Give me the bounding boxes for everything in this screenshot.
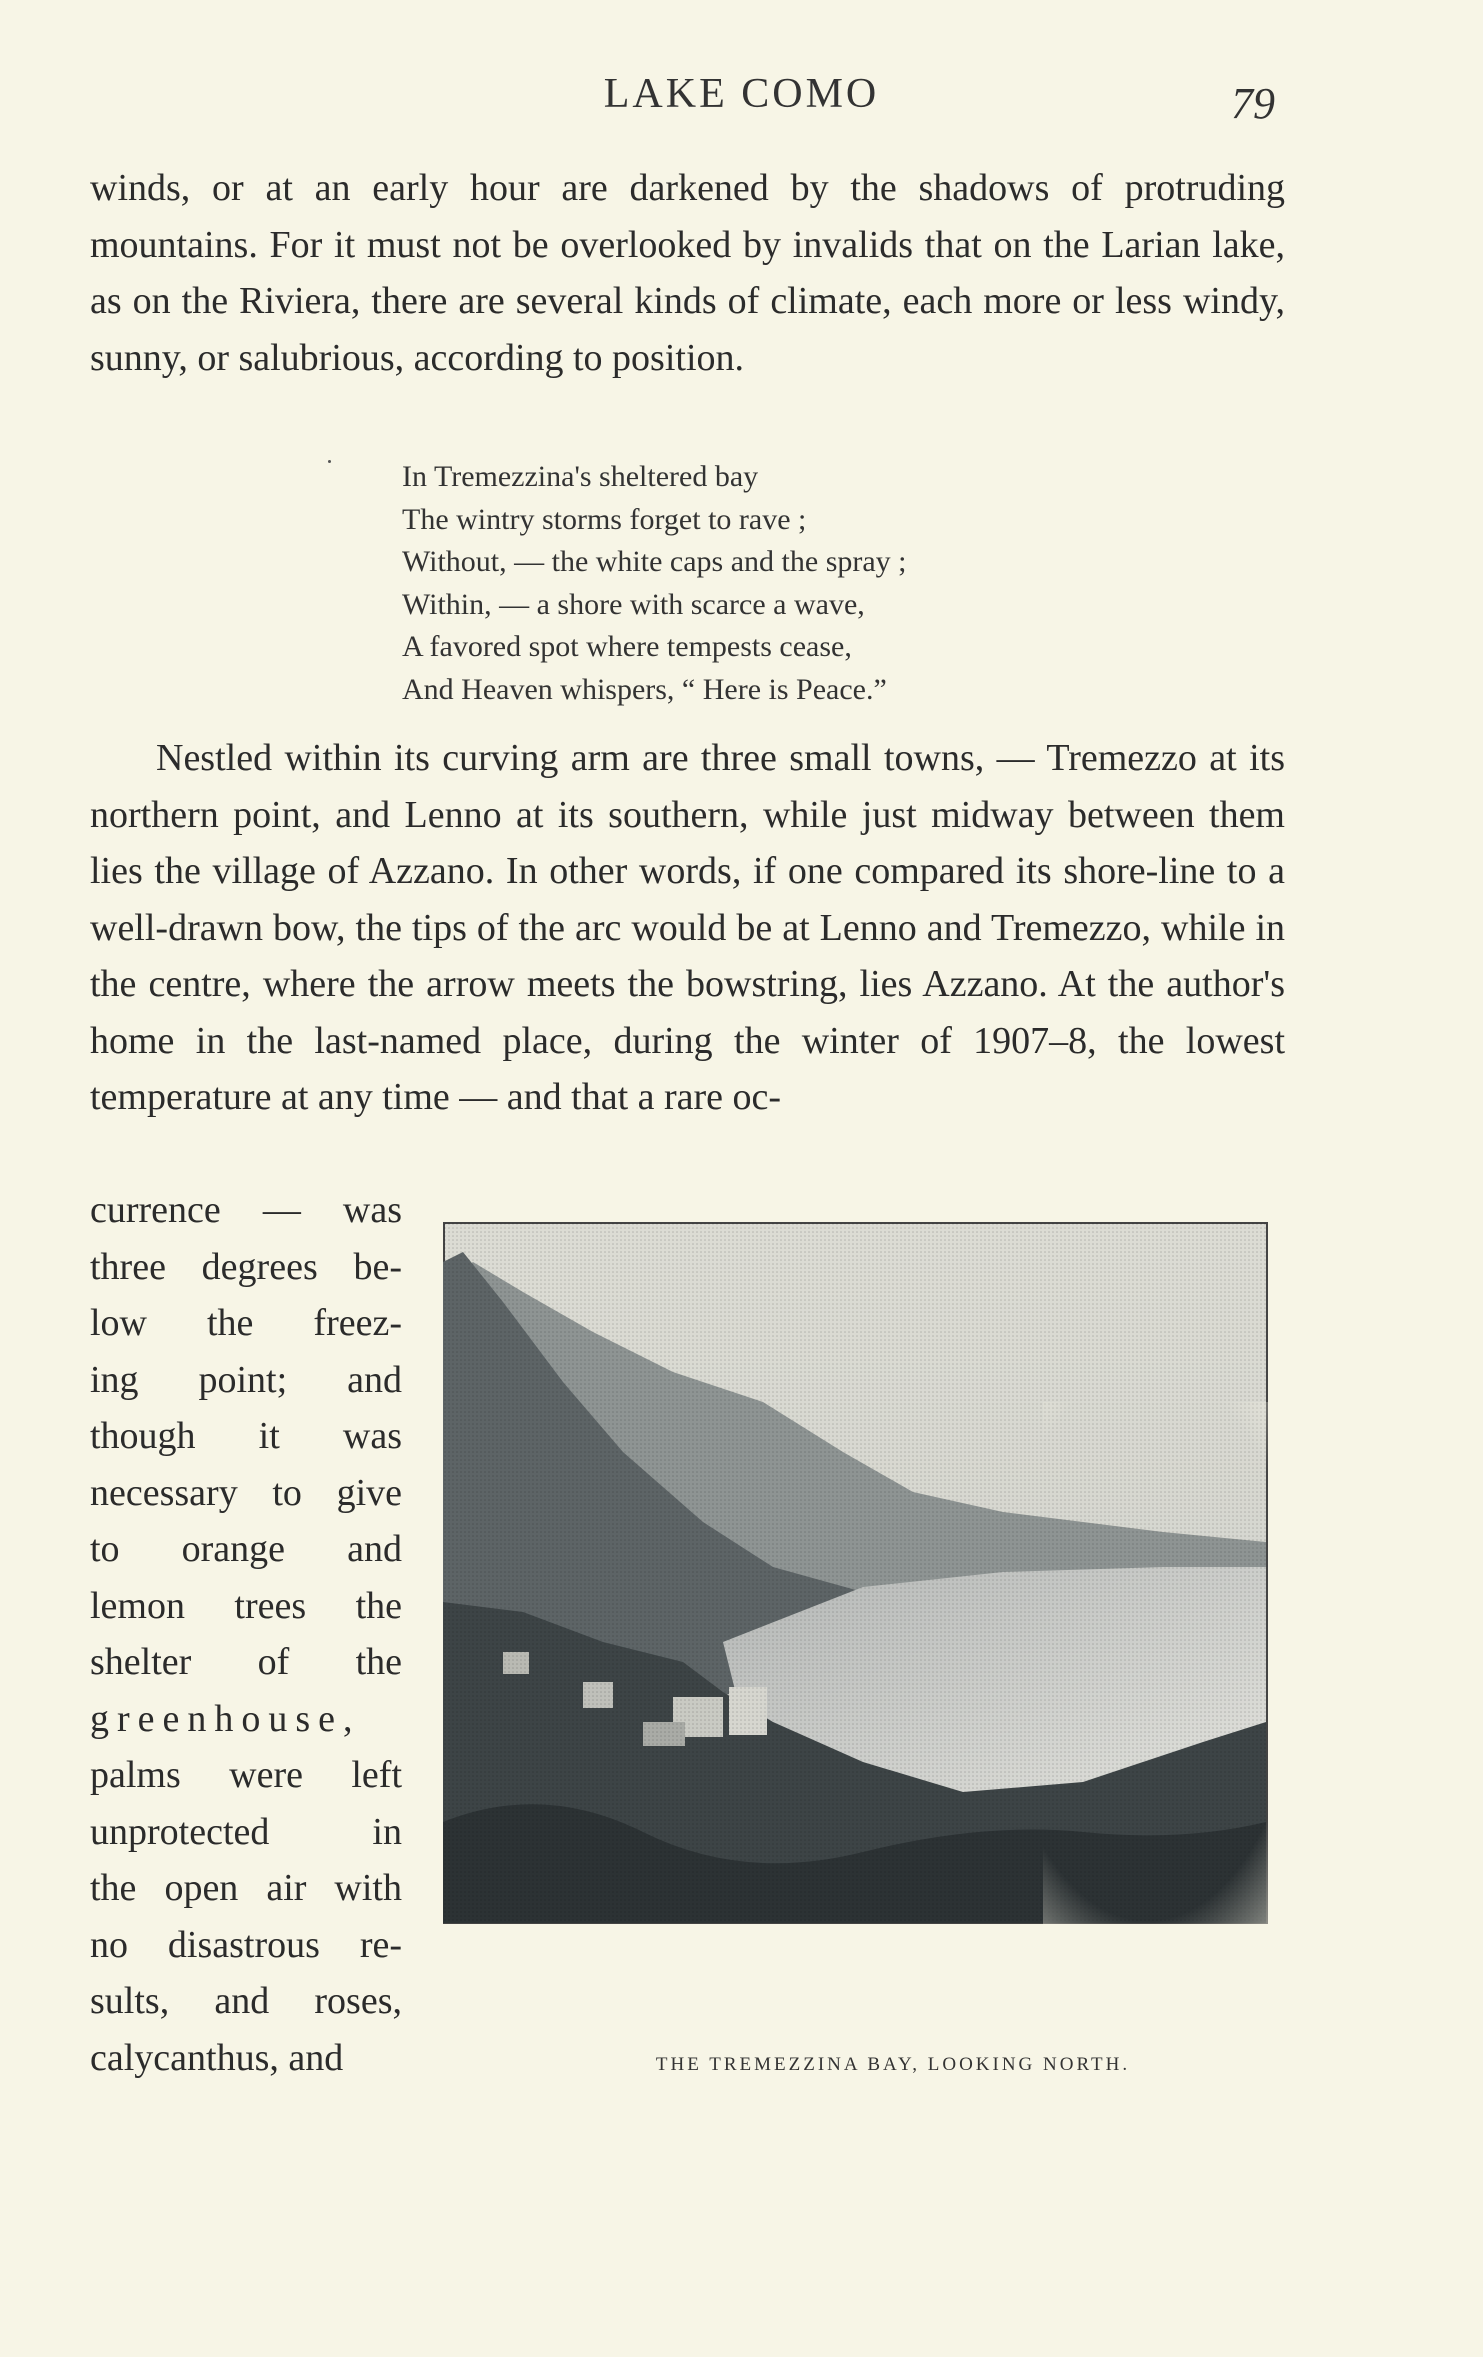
verse-line: Within, — a shore with scarce a wave, [402, 587, 865, 621]
text-line: sults, and roses, [90, 1980, 402, 2022]
paragraph-towns: Nestled within its curving arm are three small towns, — Tremezzo at its northern point, and Lenno at its southern, while just midway between them lies the village of Azzano. In other words, if one compared its shore-line to a well-drawn bow, the tips of the arc would be at Lenno and Tremezzo, while in the centre, where the arrow meets the bowstring, lies Azzano. At the author's home in the last-named place, during the winter of 1907–8, the lowest temperature at any time — and that a rare oc- [90, 737, 1285, 1118]
text-line: ing point; and [90, 1358, 402, 1401]
text-line: currence — was [90, 1189, 402, 1231]
text-line: to orange and [90, 1528, 402, 1570]
halftone-landscape-image [443, 1222, 1343, 1942]
verse-line: And Heaven whispers, “ Here is Peace.” [402, 672, 887, 706]
running-head [0, 70, 1483, 130]
text-line: shelter of the [90, 1641, 402, 1683]
text-line: the open air with [90, 1867, 402, 1909]
text-line: greenhouse, [90, 1697, 361, 1740]
text-line: lemon trees the [90, 1584, 402, 1627]
text-line: calycanthus, and [90, 2036, 344, 2079]
figure-caption: THE TREMEZZINA BAY, LOOKING NORTH. [655, 2054, 1131, 2075]
lake-photograph [443, 1222, 1343, 1942]
text-line: though it was [90, 1415, 402, 1457]
text-line: three degrees be- [90, 1245, 402, 1288]
verse-mark [328, 460, 331, 463]
verse-line: Without, — the white caps and the spray ; [402, 545, 907, 578]
paragraph-climate: winds, or at an early hour are darkened by the shadows of protruding mountains. For it must not be overlooked by invalids that on the Larian lake, as on the Riviera, there are several kinds of climate, each more or less windy, sunny, or salubrious, according to position. [90, 167, 1285, 379]
verse-line: In Tremezzina's sheltered bay [402, 460, 759, 493]
running-head-title: LAKE COMO [603, 71, 880, 117]
text-line: low the freez- [90, 1302, 402, 1344]
verse-line: The wintry storms forget to rave ; [402, 502, 807, 536]
text-line: unprotected in [90, 1810, 402, 1853]
text-line: palms were left [90, 1754, 402, 1796]
wrapped-text-column [90, 1182, 402, 2086]
text-line: necessary to give [90, 1471, 402, 1514]
verse-block [402, 456, 907, 711]
page-number: 79 [1231, 79, 1275, 128]
verse-line: A favored spot where tempests cease, [402, 630, 852, 663]
text-line: no disastrous re- [90, 1923, 402, 1966]
